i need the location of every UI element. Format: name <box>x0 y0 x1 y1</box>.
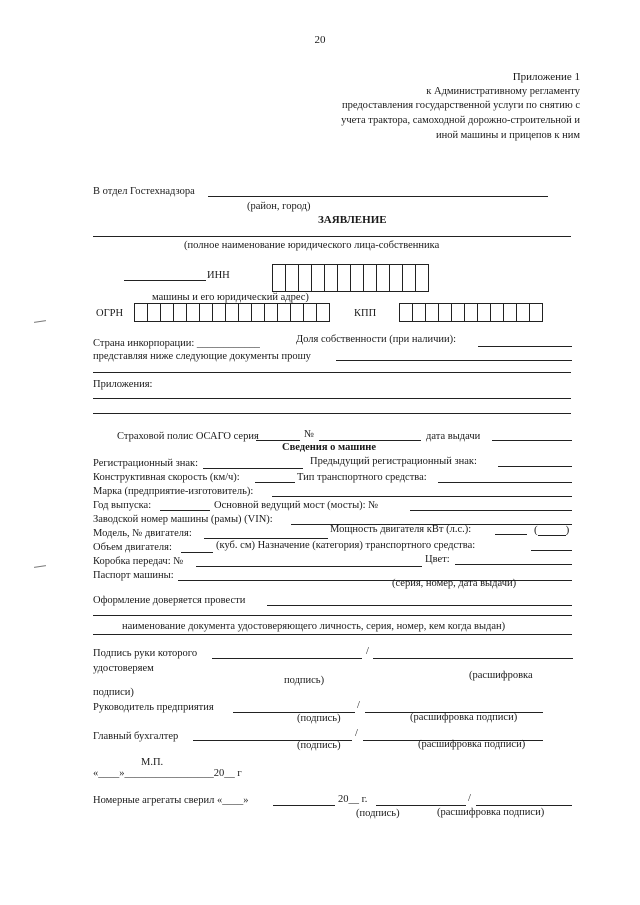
director-label: Руководитель предприятия <box>93 702 214 713</box>
osago-date-label: дата выдачи <box>426 431 481 442</box>
id-doc-hint: наименование документа удостоверяющего личность, серия, номер, кем когда выдан) <box>122 621 506 632</box>
passport-label: Паспорт машины: <box>93 570 174 581</box>
osago-series-field[interactable] <box>256 440 300 441</box>
gearbox-label: Коробка передач: № <box>93 556 184 567</box>
decode-hint-1: (расшифровка <box>469 670 533 681</box>
power-hp-field[interactable]: ( ) <box>534 524 570 536</box>
entrust-field-2[interactable] <box>93 615 572 616</box>
checked-month-field[interactable] <box>273 805 335 806</box>
slash: / <box>357 700 360 711</box>
inn-label: ИНН <box>207 270 230 281</box>
page-number: 20 <box>314 34 326 46</box>
director-decode-hint: (расшифровка подписи) <box>410 712 518 723</box>
axle-label: Основной ведущий мост (мосты): № <box>214 500 379 511</box>
hand-sign-field[interactable] <box>212 658 362 659</box>
kpp-cells[interactable] <box>399 303 543 322</box>
speed-label: Конструктивная скорость (км/ч): <box>93 472 240 483</box>
kpp-label: КПП <box>354 308 377 319</box>
appendix-line-3: предоставления государственной услуги по снятию с <box>341 100 580 111</box>
vehicle-type-field[interactable] <box>438 482 572 483</box>
inn-prefix-field[interactable] <box>124 280 206 281</box>
osago-number-field[interactable] <box>319 440 421 441</box>
checked-label: Номерные агрегаты сверил «____» <box>93 795 249 806</box>
brand-label: Марка (предприятие-изготовитель): <box>93 486 254 497</box>
certify-label: удостоверяем <box>93 663 154 674</box>
appendix-line-5: иной машины и прицепов к ним <box>435 130 580 141</box>
volume-unit-label: (куб. см) Назначение (категория) транспортного средства: <box>216 540 476 551</box>
attachments-line-2[interactable] <box>93 413 571 414</box>
checked-decode-hint: (расшифровка подписи) <box>437 807 545 818</box>
sign-hint-1: подпись) <box>284 675 325 686</box>
to-department-label: В отдел Гостехнадзора <box>93 186 195 197</box>
model-label: Модель, № двигателя: <box>93 528 192 539</box>
margin-mark <box>34 565 46 568</box>
model-field[interactable] <box>204 538 328 539</box>
osago-date-field[interactable] <box>492 440 572 441</box>
entrust-label: Оформление доверяется провести <box>93 595 246 606</box>
power-label: Мощность двигателя кВт (л.с.): <box>330 524 472 535</box>
decode-hint-1-cont: подписи) <box>93 687 134 698</box>
vehicle-type-label: Тип транспортного средства: <box>297 472 427 483</box>
machine-section-title: Сведения о машине <box>282 442 376 453</box>
appendix-title: Приложение 1 <box>512 71 580 83</box>
year-field[interactable] <box>160 510 210 511</box>
speed-field[interactable] <box>255 482 295 483</box>
owner-name-field[interactable] <box>93 236 571 237</box>
id-doc-field[interactable] <box>93 634 572 635</box>
ogrn-cells[interactable] <box>134 303 330 322</box>
district-hint: (район, город) <box>247 201 311 212</box>
request-label: представляя ниже следующие документы прошу <box>93 351 311 362</box>
address-hint: машины и его юридический адрес) <box>152 292 309 303</box>
date-line[interactable]: «____»_________________20__ г <box>93 768 242 779</box>
accountant-decode-hint: (расшифровка подписи) <box>418 739 526 750</box>
margin-mark <box>34 320 46 323</box>
axle-field[interactable] <box>410 510 572 511</box>
request-field[interactable] <box>336 360 572 361</box>
engine-volume-field[interactable] <box>181 552 213 553</box>
entrust-field[interactable] <box>267 605 572 606</box>
year-label: Год выпуска: <box>93 500 152 511</box>
engine-volume-label: Объем двигателя: <box>93 542 172 553</box>
category-field[interactable] <box>531 550 572 551</box>
color-label: Цвет: <box>425 554 450 565</box>
appendix-line-4: учета трактора, самоходной дорожно-строительной и <box>341 115 580 126</box>
prev-reg-sign-label: Предыдущий регистрационный знак: <box>310 456 477 467</box>
reg-sign-label: Регистрационный знак: <box>93 458 199 469</box>
prev-reg-sign-field[interactable] <box>498 466 572 467</box>
slash: / <box>468 793 471 804</box>
inn-cells[interactable] <box>272 264 429 292</box>
osago-number-label: № <box>304 429 315 440</box>
passport-hint: (серия, номер, дата выдачи) <box>392 578 517 589</box>
owner-hint: (полное наименование юридического лица-собственника <box>184 240 440 251</box>
osago-label: Страховой полис ОСАГО серия <box>117 431 259 442</box>
color-field[interactable] <box>455 564 572 565</box>
attachments-label: Приложения: <box>93 379 153 390</box>
accountant-sign-hint: (подпись) <box>297 740 341 751</box>
gearbox-field[interactable] <box>196 566 422 567</box>
checked-sign-field[interactable] <box>376 805 466 806</box>
brand-field[interactable] <box>272 496 572 497</box>
checked-sign-hint: (подпись) <box>356 808 400 819</box>
power-kw-field[interactable] <box>495 534 527 535</box>
hand-sign-label: Подпись руки которого <box>93 648 198 659</box>
attachments-line-1[interactable] <box>93 398 571 399</box>
checked-decode-field[interactable] <box>476 805 572 806</box>
country-label: Страна инкорпорации: ____________ <box>93 338 260 349</box>
appendix-line-2: к Административному регламенту <box>426 86 580 97</box>
reg-sign-field[interactable] <box>203 468 303 469</box>
slash: / <box>355 728 358 739</box>
stamp-label: М.П. <box>141 757 164 768</box>
vin-label: Заводской номер машины (рамы) (VIN): <box>93 514 273 525</box>
department-field[interactable] <box>208 196 548 197</box>
share-field[interactable] <box>478 346 572 347</box>
director-sign-hint: (подпись) <box>297 713 341 724</box>
share-label: Доля собственности (при наличии): <box>296 334 457 345</box>
slash: / <box>366 646 369 657</box>
hand-sign-decode-field[interactable] <box>373 658 573 659</box>
document-title: ЗАЯВЛЕНИЕ <box>318 214 387 226</box>
accountant-label: Главный бухгалтер <box>93 731 179 742</box>
checked-year: 20__ г. <box>338 794 368 805</box>
request-field-2[interactable] <box>93 372 571 373</box>
ogrn-label: ОГРН <box>96 308 124 319</box>
